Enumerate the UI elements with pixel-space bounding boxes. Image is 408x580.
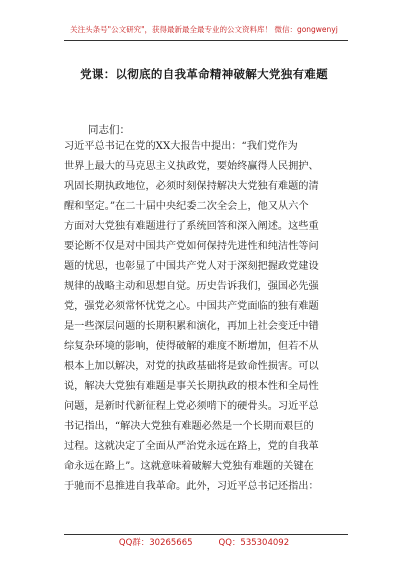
body-line: 党，强党必须常怀忧党之心。中国共产党面临的独有难题: [64, 301, 319, 312]
body-line: 过程。这就决定了全面从严治党永远在路上，党的自我革: [64, 441, 319, 452]
body-line: 书记指出，“解决大党独有难题必然是一个长期而艰巨的: [64, 421, 314, 432]
body-line: 是一些深层问题的长期积累和演化，再加上社会变迁中错: [64, 321, 319, 332]
body-line: 醒和坚定。”在二十届中央纪委二次全会上，他又从六个: [64, 201, 309, 212]
body-line: 根本上加以解决，对党的执政基础将是致命性损害。可以: [64, 361, 319, 372]
header-banner: 关注头条号"公文研究"，获得最新最全最专业的公文资料库！ 微信：gongwenyj: [70, 25, 338, 34]
body-line: 世界上最大的马克思主义执政党，要始终赢得人民拥护、: [64, 161, 319, 172]
body-text: [64, 137, 354, 497]
body-line: 规律的战略主动和思想自觉。历史告诉我们，强国必先强: [64, 281, 319, 292]
body-line: 命永远在路上”。这就意味着破解大党独有难题的关键在: [64, 461, 314, 472]
body-line: 综复杂环境的影响，使得破解的难度不断增加，但若不从: [64, 341, 319, 352]
document-title: 党课：以彻底的自我革命精神破解大党独有难题: [80, 67, 328, 81]
body-line: 题的忧思，也彰显了中国共产党人对于深刻把握政党建设: [64, 261, 319, 272]
body-line: 问题，是新时代新征程上党必须啃下的硬骨头。习近平总: [64, 401, 319, 412]
body-line: 习近平总书记在党的XX大报告中提出：“我们党作为: [64, 141, 298, 152]
body-line: 要论断不仅是对中国共产党如何保持先进性和纯洁性等问: [64, 241, 319, 252]
body-line: 说，解决大党独有难题是事关长期执政的根本性和全局性: [64, 381, 319, 392]
body-line: 方面对大党独有难题进行了系统回答和深入阐述。这些重: [64, 221, 319, 232]
body-line: 于驰而不息推进自我革命。此外，习近平总书记还指出：: [64, 481, 319, 492]
body-line: 巩固长期执政地位，必须时刻保持解决大党独有难题的清: [64, 181, 319, 192]
footer-divider: [64, 534, 348, 535]
footer-qq: QQ：535304092: [218, 538, 290, 548]
footer-qq-group: QQ群：30265665: [118, 538, 193, 548]
header-divider: [64, 40, 348, 41]
salutation: 同志们：: [88, 124, 130, 136]
footer: [0, 536, 408, 548]
